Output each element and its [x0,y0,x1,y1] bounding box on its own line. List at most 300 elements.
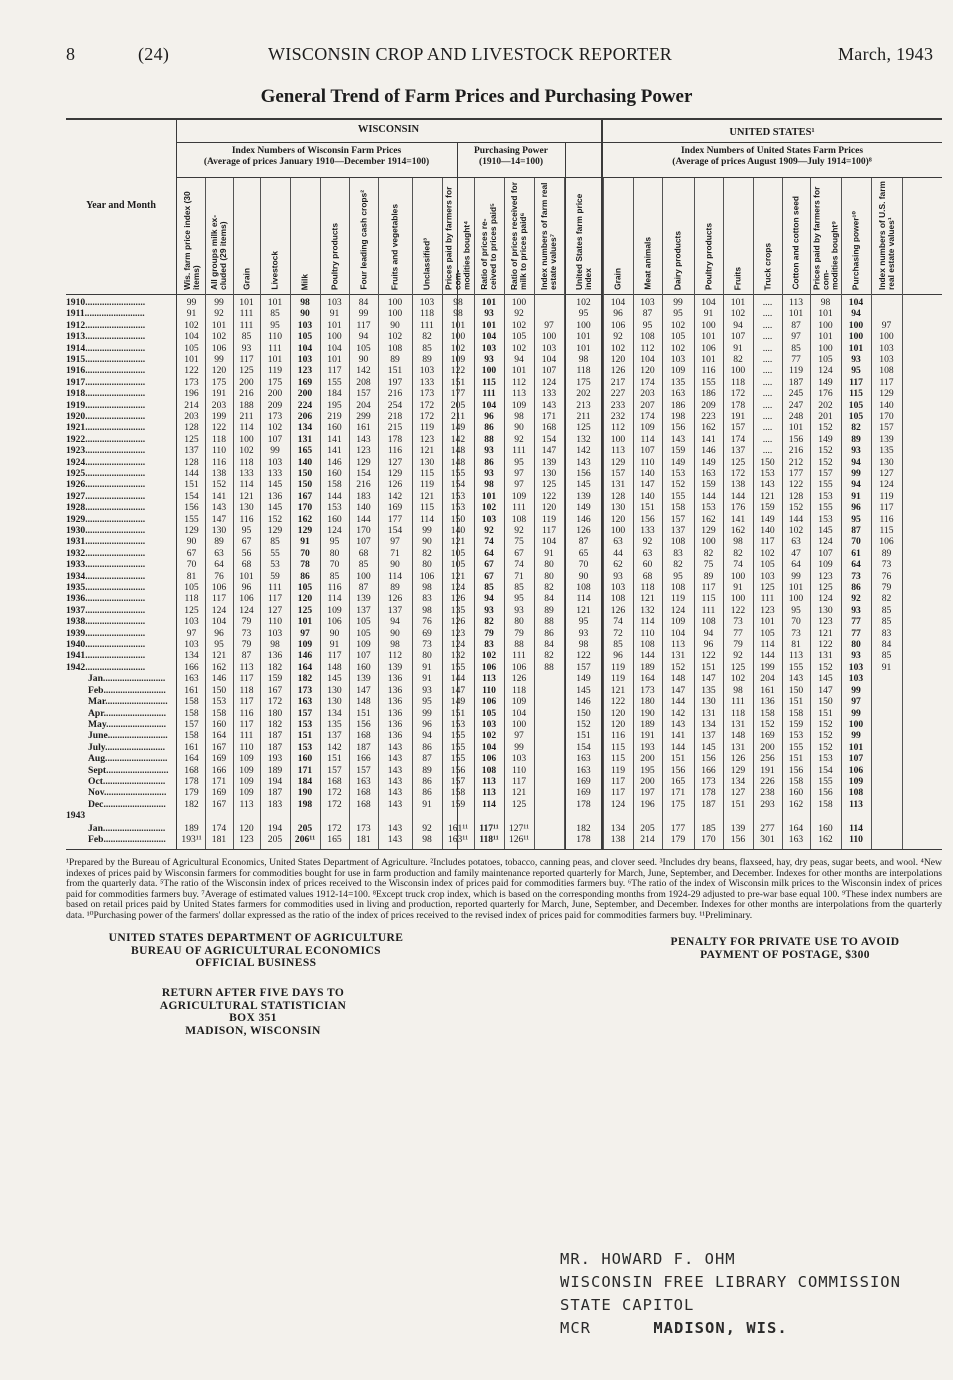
column-header [321,180,348,290]
table-cell: 88 [544,661,554,673]
table-cell: 117¹¹ [479,822,499,834]
table-cell: 149 [701,456,716,468]
column-header [695,180,722,290]
table-cell: 109 [511,696,527,708]
table-cell: 107 [818,547,833,559]
table-cell: 92 [851,593,861,605]
table-cell: 101 [788,582,804,593]
table-cell: 125 [818,582,833,593]
table-cell: 99 [358,308,369,320]
table-cell: 100 [701,536,716,548]
table-cell: 128 [184,456,199,468]
table-cell: 100 [848,331,864,343]
table-cell: 71 [514,570,524,582]
table-cell: 182 [297,673,313,685]
table-cell: 129 [730,764,746,776]
table-cell: 85 [270,536,280,548]
table-cell: 122 [211,422,227,434]
table-cell: 123 [297,365,313,377]
table-cell: 142 [387,490,403,502]
table-cell: 172 [730,388,746,400]
table-cell: 82 [673,559,683,571]
table-row [0,605,953,616]
table-cell: 90 [390,627,400,639]
table-cell: 177 [788,468,804,479]
table-cell: 211 [239,411,254,422]
table-cell: 109 [239,776,254,787]
table-cell: 95 [578,308,589,320]
table-cell: 147 [450,684,466,696]
table-cell: 95 [673,308,683,320]
table-cell: 114 [640,616,655,628]
table-cell: 139 [387,661,403,673]
table-cell: 100 [327,331,342,343]
table-cell: 109 [239,787,254,799]
table-cell: 188 [239,399,254,411]
table-cell: 90 [390,319,400,331]
table-cell: 128 [788,490,804,502]
table-cell: 113 [239,661,254,673]
table-cell: 164 [788,822,804,834]
table-cell: 173 [267,411,283,422]
table-cell: 155 [818,479,833,491]
table-cell: 124 [450,582,466,593]
table-cell: 130 [541,468,557,479]
table-cell: 158 [450,787,466,799]
table-cell: 173 [356,822,371,834]
table-cell: 88 [544,616,554,628]
table-cell: 139 [576,490,591,502]
table-cell: 216 [387,388,403,400]
table-cell: 102 [730,308,746,320]
row-label: 1930......................... [66,525,146,536]
column-header [604,180,632,290]
table-cell: 102 [511,319,527,331]
table-cell: 164 [184,753,199,765]
table-cell: 131 [610,479,626,491]
table-cell: 122 [730,604,746,616]
table-cell: 74 [733,559,743,571]
table-cell: 157 [576,661,591,673]
table-cell: 105 [450,547,466,559]
table-cell: 160 [356,661,371,673]
table-cell: 86 [851,582,861,593]
table-cell: 74 [514,559,524,571]
table-cell: 94 [851,308,861,320]
table-cell: 95 [673,570,683,582]
table-cell: 87 [578,536,589,548]
table-cell: 126 [576,525,591,536]
table-cell: 115 [610,753,626,765]
table-cell: 118 [211,433,227,445]
table-cell: 144 [670,696,686,708]
table-cell: 118 [184,593,199,605]
table-cell: 162 [730,525,746,536]
table-cell: 133 [239,468,254,479]
table-cell: 103 [481,342,497,354]
table-cell: 93 [484,604,494,616]
table-cell: 201 [818,411,833,422]
column-header [634,180,661,290]
table-cell: 151 [297,730,313,742]
table-cell: 93 [514,604,524,616]
table-cell: 101 [267,354,283,365]
row-label: 1935......................... [66,582,146,593]
table-row [0,650,953,661]
table-cell: 81 [186,570,197,582]
table-cell: 205 [640,822,655,834]
group-rule [176,177,942,178]
table-cell: 153 [327,502,342,514]
table-cell: 86 [484,422,494,434]
table-cell: 117 [701,582,716,593]
column-header-label: Ratio of prices re- ceived to prices paid⁵ [479,203,498,290]
table-cell: 97 [514,479,524,491]
table-cell: 121 [610,684,626,696]
table-cell: 119 [610,673,626,685]
table-cell: 153 [297,741,313,753]
table-cell: .... [762,388,773,400]
row-label: 1937......................... [66,604,146,616]
table-cell: 125 [576,422,591,434]
table-cell: 143 [670,719,686,730]
table-cell: 102 [670,319,686,331]
table-cell: 130 [610,502,626,514]
table-cell: 227 [610,388,626,400]
row-label: Jan.......................... [88,673,166,685]
table-cell: 165 [327,834,342,846]
table-cell: 44 [613,547,623,559]
table-cell: 147 [701,673,716,685]
table-cell: 118 [640,582,655,593]
table-cell: 150 [297,468,313,479]
table-cell: 130 [701,696,716,708]
table-cell: 157 [610,468,626,479]
column-header-label: Index numbers of U.S. farm real estate values¹ [876,181,896,290]
table-cell: 178 [576,834,591,846]
table-cell: 99 [514,741,524,753]
table-cell: 61 [851,547,861,559]
table-cell: 102 [511,342,527,354]
table-cell: 180 [267,707,283,719]
table-cell: 104 [297,342,313,354]
row-label: 1917......................... [66,376,146,388]
table-cell: 109 [450,354,466,365]
table-cell: 238 [760,787,775,799]
table-cell: 98 [514,411,524,422]
recipient-line-1: MR. HOWARD F. OHM [560,1250,736,1268]
table-row [0,696,953,707]
table-cell: 187 [701,798,716,810]
row-label: Mar.......................... [88,696,168,708]
table-cell: 152 [267,513,283,525]
table-cell: 171 [297,764,313,776]
table-cell: 70 [791,616,801,628]
table-cell: 102 [670,342,686,354]
table-cell: 146 [576,696,591,708]
table-cell: 153 [670,468,686,479]
table-cell: 137 [701,730,716,742]
table-cell: 152 [818,661,833,673]
table-cell: 96 [613,308,623,320]
table-cell: 105 [297,331,313,343]
table-cell: 161¹¹ [447,822,469,834]
column-header [754,180,781,290]
table-row [0,388,953,399]
table-cell: 189 [184,822,199,834]
column-header-label: Prices paid by farmers for com- modities bought⁹ [811,186,839,290]
table-cell: 74 [484,536,494,548]
row-label: 1934......................... [66,570,146,582]
table-cell: 155 [327,376,342,388]
table-row [0,331,953,342]
table-cell: 160 [788,787,804,799]
table-cell: 102 [211,331,227,343]
column-header-label: Poultry products [703,222,713,290]
column-header [350,180,377,290]
table-cell: 118 [239,456,254,468]
table-cell: 204 [356,399,371,411]
table-cell: 127 [267,604,283,616]
table-cell: 194 [267,776,283,787]
table-cell: 69 [422,627,432,639]
table-cell: 109 [818,559,833,571]
table-cell: 177 [450,388,466,400]
table-cell: 114 [640,433,655,445]
table-cell: 190 [297,787,313,799]
column-header-label: Four leading cash crops² [358,190,368,290]
row-label: Apr.......................... [88,707,167,719]
table-cell: 144 [184,468,199,479]
table-cell: 149 [450,696,466,708]
table-cell: 198 [297,798,313,810]
table-cell: 164 [640,673,655,685]
row-label: 1938......................... [66,616,146,628]
table-cell: 95 [241,525,252,536]
table-cell: 112 [610,422,626,434]
table-cell: 101 [481,297,497,308]
table-cell: 175 [267,376,283,388]
table-cell: 53 [270,559,280,571]
table-cell: 163 [184,673,199,685]
table-cell: 203 [211,399,227,411]
table-cell: 73 [422,639,432,650]
table-cell: 115 [879,525,894,536]
table-cell: 67 [514,547,524,559]
row-label: 1914......................... [66,342,146,354]
table-row [0,297,953,308]
table-cell: 165 [297,445,313,457]
column-header-label: Fruits [732,266,743,290]
table-cell: 131 [701,707,716,719]
table-cell: 91 [851,490,861,502]
table-cell: 70 [186,559,197,571]
table-cell: 117 [267,593,283,605]
table-cell: 86 [544,627,554,639]
table-cell: 85 [881,650,892,662]
table-cell: 117 [879,376,894,388]
row-label: July......................... [88,741,166,753]
table-cell: 215 [387,422,403,434]
table-cell: 123 [239,834,254,846]
table-cell: .... [762,422,773,434]
table-cell: 178 [576,798,591,810]
table-cell: 163¹¹ [447,834,469,846]
table-cell: 64 [791,559,801,571]
table-cell: 134 [327,707,342,719]
table-cell: 117 [879,502,894,514]
row-label: 1927......................... [66,490,146,502]
table-cell: 137 [730,445,746,457]
table-cell: 172 [419,399,435,411]
table-cell: 159 [788,719,804,730]
table-cell: 103 [267,456,283,468]
table-cell: 152 [576,719,591,730]
table-cell: 103 [327,297,342,308]
table-cell: 168 [541,422,557,434]
table-cell: 120 [610,354,626,365]
table-cell: 152 [788,502,804,514]
table-cell: 153 [818,513,833,525]
table-cell: 64 [214,559,224,571]
table-cell: 115 [610,741,626,753]
table-cell: 104 [184,331,199,343]
table-cell: 156 [730,834,746,846]
table-cell: 82 [851,422,861,434]
table-cell: 121 [450,536,466,548]
table-cell: 65 [578,547,589,559]
table-cell: 206 [297,411,313,422]
table-cell: 152 [818,422,833,434]
table-cell: 103 [760,570,775,582]
table-cell: 105 [356,627,371,639]
table-cell: 293 [760,798,775,810]
table-cell: 92 [422,822,432,834]
table-cell: 129 [267,525,283,536]
table-cell: 153 [701,502,716,514]
table-cell: 248 [788,411,804,422]
table-cell: 158 [184,730,199,742]
table-cell: 82 [544,650,554,662]
table-cell: 104 [670,627,686,639]
table-cell: 176 [730,502,746,514]
table-cell: 205 [267,834,283,846]
row-label: Jan.......................... [88,822,166,834]
table-cell: 299 [356,411,371,422]
table-cell: 71 [390,547,400,559]
table-cell: 92 [514,433,524,445]
table-cell: 143 [387,798,403,810]
table-cell: 148 [450,456,466,468]
table-cell: 114 [419,513,435,525]
column-header-label: Grain [612,268,623,290]
table-cell: 200 [760,741,775,753]
table-cell: 153 [450,490,466,502]
table-cell: 193 [267,753,283,765]
table-cell: 137 [356,604,371,616]
table-cell: 155 [818,776,833,787]
table-cell: 110 [849,834,863,846]
table-cell: 92 [642,536,653,548]
table-row [0,628,953,639]
table-cell: 121 [419,490,435,502]
table-cell: 211 [576,411,591,422]
table-cell: 151 [356,707,371,719]
table-cell: 102 [610,342,626,354]
table-cell: 82 [881,593,892,605]
table-cell: 125 [541,479,557,491]
table-cell: 145 [701,741,716,753]
table-cell: .... [762,354,773,365]
page-paren: (24) [138,44,170,64]
table-cell: 116 [239,707,254,719]
table-cell: 136 [387,696,403,708]
table-cell: 160 [818,822,833,834]
table-cell: 115 [419,502,435,514]
table-cell: 124 [818,365,833,377]
table-cell: 80 [422,650,432,662]
table-cell: 99 [214,297,224,308]
table-cell: 134 [701,719,716,730]
table-cell: 158 [184,696,199,708]
table-cell: 152 [211,479,227,491]
table-cell: 113 [788,650,804,662]
table-cell: 98 [422,604,432,616]
table-cell: 184 [327,388,342,400]
table-cell: 154 [356,468,371,479]
table-cell: 181 [356,834,371,846]
table-cell: 146 [297,650,313,662]
column-header [535,180,563,290]
table-cell: 108 [670,582,686,593]
table-cell: 193 [640,741,655,753]
table-cell: 119 [610,764,626,776]
table-cell: .... [762,411,773,422]
table-cell: 47 [791,547,801,559]
table-cell: 162 [701,513,716,525]
row-label: 1924......................... [66,456,146,468]
table-cell: 129 [387,468,403,479]
table-cell: 87 [241,650,252,662]
table-cell: 122 [701,650,716,662]
table-cell: 97 [390,536,400,548]
table-cell: 105 [356,616,371,628]
table-cell: 178 [184,776,199,787]
return-line-4: MADISON, WISCONSIN [185,1024,321,1037]
table-cell: 90 [422,536,432,548]
table-cell: 122 [818,639,833,650]
table-cell: 163 [356,776,371,787]
table-cell: 140 [640,490,655,502]
table-row [0,810,953,821]
table-cell: 91 [329,308,340,320]
table-cell: 142 [327,741,342,753]
row-label: May......................... [88,719,167,730]
table-cell: 169 [576,776,591,787]
table-cell: 124 [541,376,557,388]
column-header-label: Ratio of prices received for milk to prices paid⁶ [509,182,528,290]
table-cell: .... [762,399,773,411]
table-cell: 119 [419,479,435,491]
column-header [206,180,232,290]
table-cell: 116 [610,730,626,742]
table-cell: 114 [482,798,496,810]
table-cell: 63 [642,547,653,559]
table-cell: 155 [450,730,466,742]
row-label: 1919......................... [66,399,146,411]
table-cell: 148 [730,730,746,742]
table-cell: 179 [670,834,686,846]
